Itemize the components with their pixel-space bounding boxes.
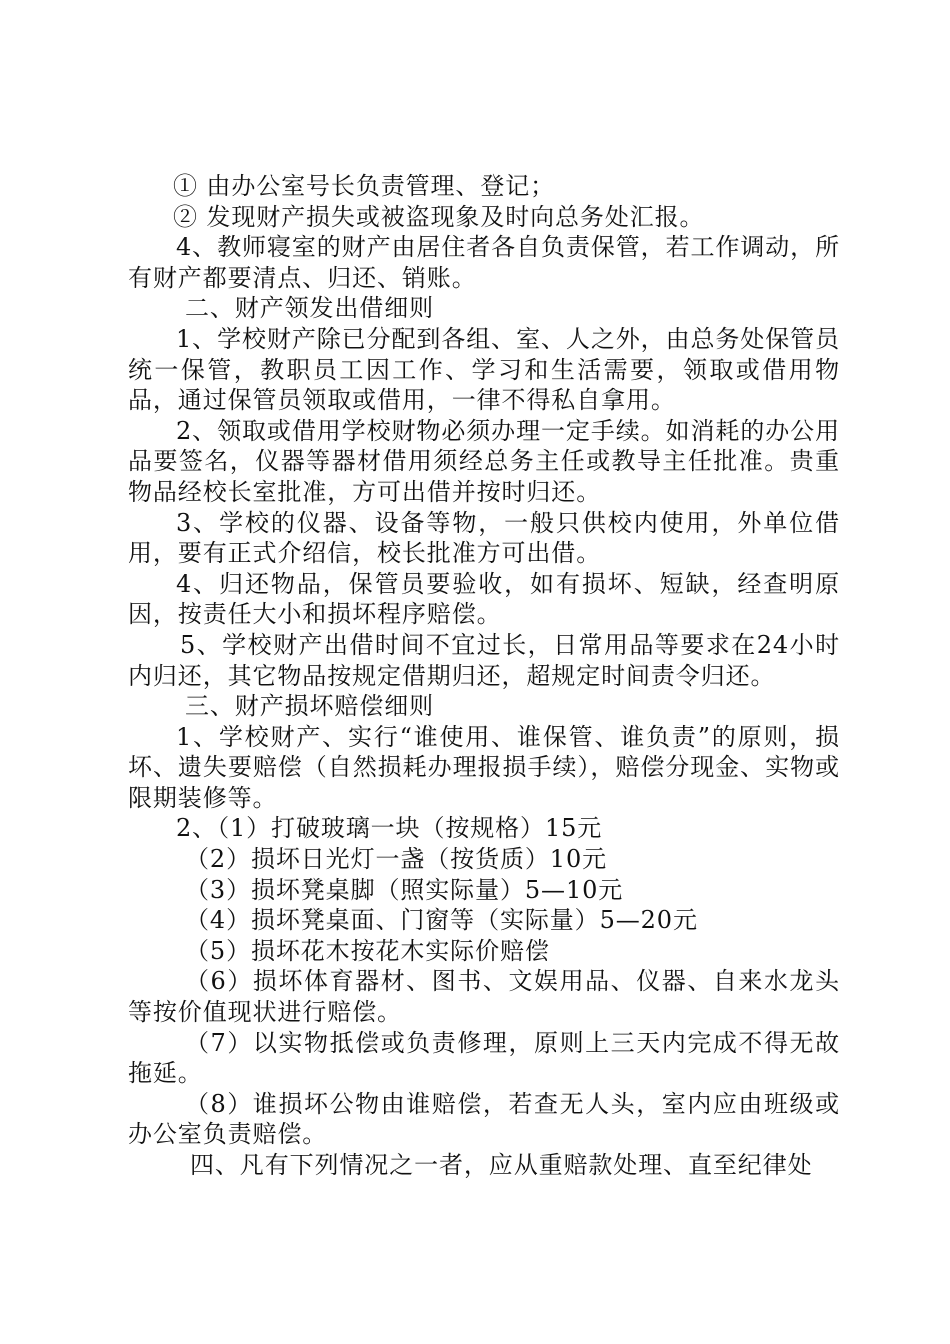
paragraph-1: ① 由办公室号长负责管理、登记；: [173, 172, 556, 200]
paragraph-13: （2）损坏日光灯一盏（按货质）10元: [185, 845, 608, 874]
section-heading-4: 四、凡有下列情况之一者，应从重赔款处理、直至纪律处: [190, 1151, 813, 1179]
paragraph-18: （7）以实物抵偿或负责修理，原则上三天内完成不得无故拖延。: [128, 1028, 840, 1088]
paragraph-3: 4、教师寝室的财产由居住者各自负责保管，若工作调动，所有财产都要清点、归还、销账。: [128, 233, 840, 292]
paragraph-5: 1、学校财产除已分配到各组、室、人之外，由总务处保管员统一保管，教职员工因工作、学习和生活需要，领取或借用物品，通过保管员领取或借用，一律不得私自拿用。: [128, 324, 840, 415]
paragraph-2: ② 发现财产损失或被盗现象及时向总务处汇报。: [173, 202, 705, 231]
paragraph-8: 4、归还物品，保管员要验收，如有损坏、短缺，经查明原因，按责任大小和损坏程序赔偿。: [128, 569, 840, 629]
paragraph-16: （5）损坏花木按花木实际价赔偿: [185, 936, 550, 965]
section-heading-2: 二、财产领发出借细则: [185, 294, 434, 323]
paragraph-14: （3）损坏凳桌脚（照实际量）5—10元: [185, 875, 624, 904]
section-heading-3: 三、财产损坏赔偿细则: [185, 692, 434, 721]
paragraph-11: 1、学校财产、实行“谁使用、谁保管、谁负责”的原则，损坏、遗失要赔偿（自然损耗办理报损手续），赔偿分现金、实物或限期装修等。: [128, 722, 840, 812]
paragraph-7: 3、学校的仪器、设备等物，一般只供校内使用，外单位借用，要有正式介绍信，校长批准方可出借。: [128, 508, 840, 568]
paragraph-9: 5、学校财产出借时间不宜过长，日常用品等要求在24小时内归还，其它物品按规定借期归还，超规定时间责令归还。: [128, 630, 840, 690]
paragraph-12: 2、（1）打破玻璃一块（按规格）15元: [176, 814, 603, 843]
paragraph-17: （6）损坏体育器材、图书、文娱用品、仪器、自来水龙头等按价值现状进行赔偿。: [128, 967, 840, 1027]
paragraph-15: （4）损坏凳桌面、门窗等（实际量）5—20元: [185, 906, 698, 935]
paragraph-6: 2、领取或借用学校财物必须办理一定手续。如消耗的办公用品要签名，仪器等器材借用须经总务主任或教导主任批准。贵重物品经校长室批准，方可出借并按时归还。: [128, 416, 840, 506]
paragraph-19: （8）谁损坏公物由谁赔偿，若查无人头，室内应由班级或办公室负责赔偿。: [128, 1089, 840, 1149]
document-body: [128, 171, 840, 1181]
